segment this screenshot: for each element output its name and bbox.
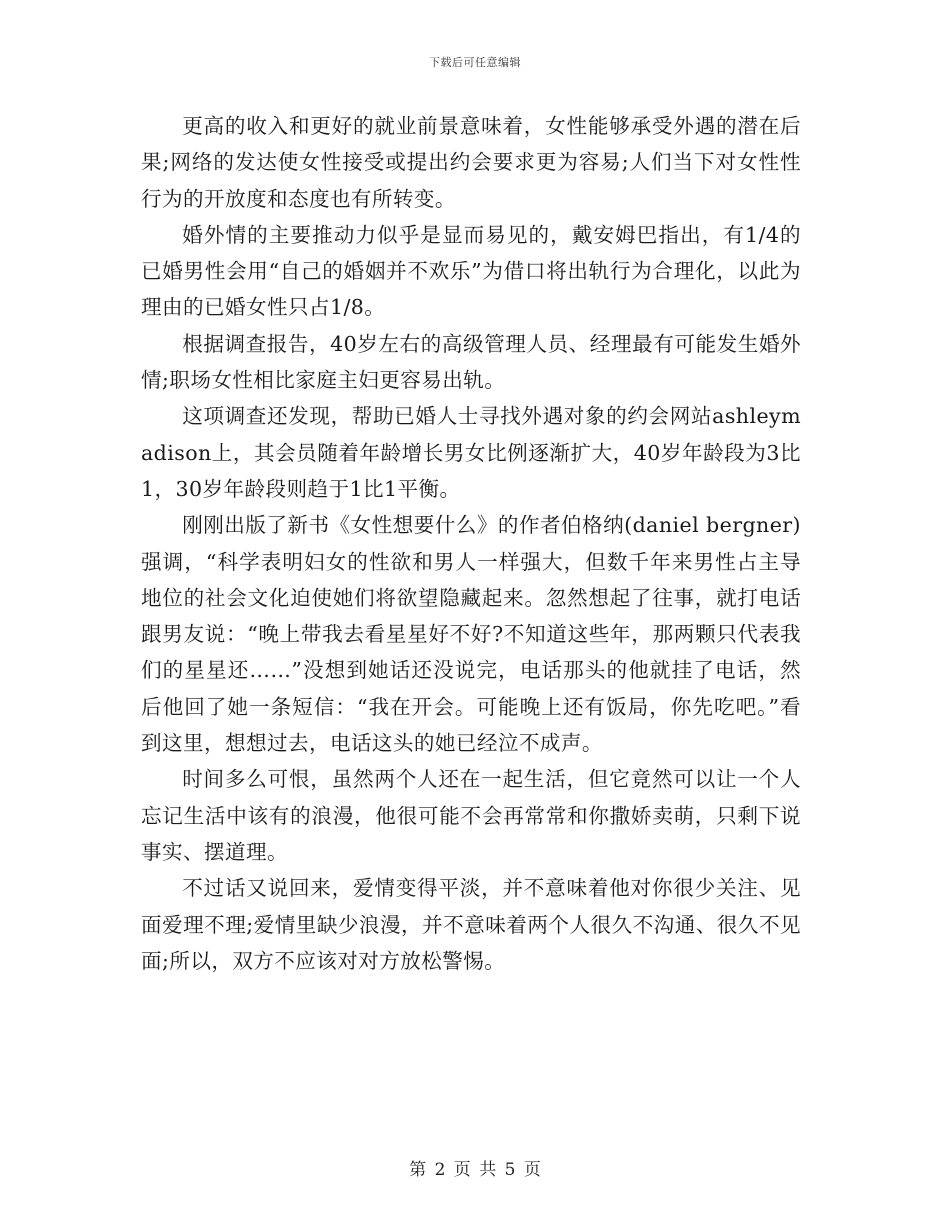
paragraph-5: 刚刚出版了新书《女性想要什么》的作者伯格纳(daniel bergner)强调，“科学表明妇女的性欲和男人一样强大，但数千年来男性占主导地位的社会文化迫使她们将欲望隐藏起来。忽然想起了往事，就打电话跟男友说：“晚上带我去看星星好不好?不知道这些年，那两颗只代表我们的星星还……”没想到她话还没说完，电话那头的他就挂了电话，然后他回了她一条短信：“我在开会。可能晚上还有饭局，你先吃吧。”看到这里，想想过去，电话这头的她已经泣不成声。	[141, 513, 801, 756]
page-header: 下载后可任意编辑	[429, 56, 521, 69]
paragraph-2: 婚外情的主要推动力似乎是显而易见的，戴安姆巴指出，有1/4的已婚男性会用“自己的婚姻并不欢乐”为借口将出轨行为合理化，以此为理由的已婚女性只占1/8。	[141, 222, 801, 320]
paragraph-4: 这项调查还发现，帮助已婚人士寻找外遇对象的约会网站ashleymadison上，其会员随着年龄增长男女比例逐渐扩大，40岁年龄段为3比1，30岁年龄段则趋于1比1平衡。	[141, 404, 801, 501]
paragraph-1: 更高的收入和更好的就业前景意味着，女性能够承受外遇的潜在后果;网络的发达使女性接受或提出约会要求更为容易;人们当下对女性性行为的开放度和态度也有所转变。	[141, 114, 801, 211]
paragraph-6: 时间多么可恨，虽然两个人还在一起生活，但它竟然可以让一个人忘记生活中该有的浪漫，他很可能不会再常常和你撒娇卖萌，只剩下说事实、摆道理。	[141, 767, 801, 864]
document-body	[141, 108, 801, 979]
paragraph-7: 不过话又说回来，爱情变得平淡，并不意味着他对你很少关注、见面爱理不理;爱情里缺少浪漫，并不意味着两个人很久不沟通、很久不见面;所以，双方不应该对对方放松警惕。	[141, 876, 801, 973]
page-number-footer: 第 2 页 共 5 页	[409, 1160, 541, 1180]
paragraph-3: 根据调查报告，40岁左右的高级管理人员、经理最有可能发生婚外情;职场女性相比家庭主妇更容易出轨。	[141, 331, 801, 393]
